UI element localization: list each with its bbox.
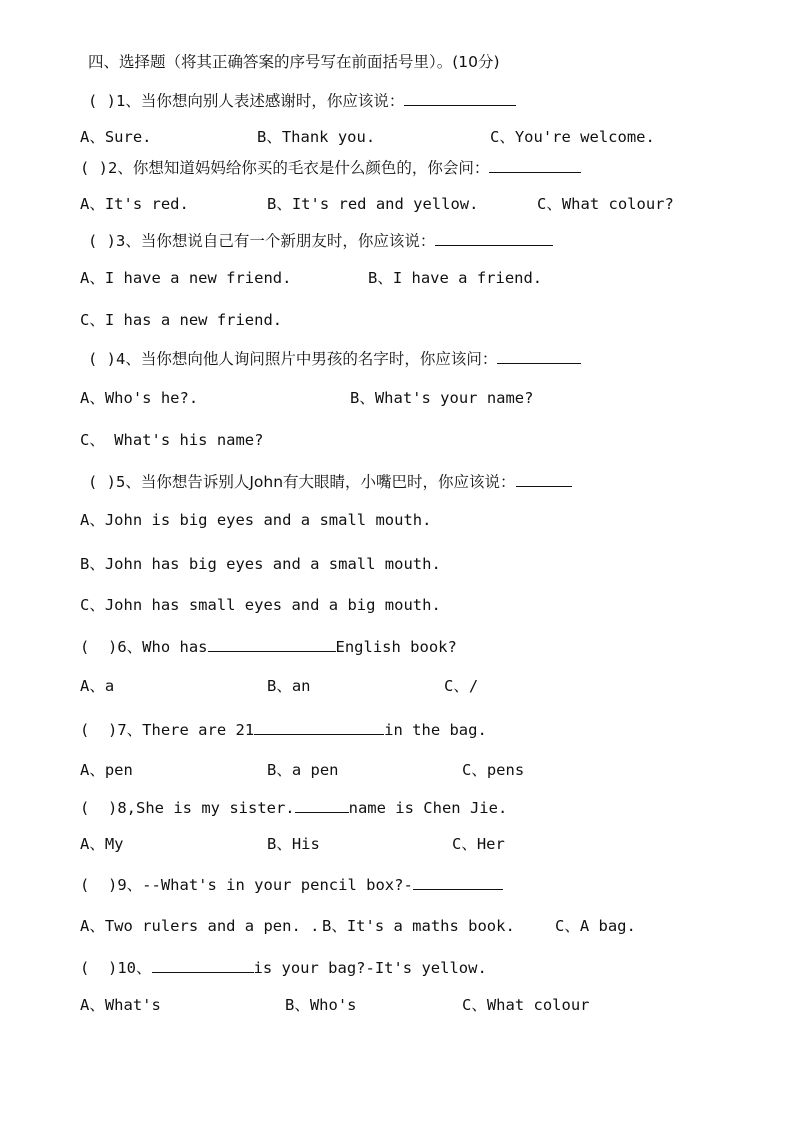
q8-option-c[interactable]: C、Her xyxy=(452,835,505,853)
q10-option-b[interactable]: B、Who's xyxy=(285,996,357,1014)
answer-blank[interactable] xyxy=(152,957,254,973)
answer-blank[interactable] xyxy=(208,636,336,652)
question-5: ( )5、当你想告诉别人John有大眼睛，小嘴巴时，你应该说： xyxy=(88,471,572,492)
question-10: ( )10、 is your bag?-It's yellow. xyxy=(80,959,487,977)
q10-option-c[interactable]: C、What colour xyxy=(462,996,590,1014)
question-3: ( )3、当你想说自己有一个新朋友时，你应该说： xyxy=(88,230,553,251)
q8-option-a[interactable]: A、My xyxy=(80,835,124,853)
q1-option-b[interactable]: B、Thank you. xyxy=(257,128,376,146)
q10-option-a[interactable]: A、What's xyxy=(80,996,161,1014)
q3-option-b[interactable]: B、I have a friend. xyxy=(368,269,543,287)
answer-blank[interactable] xyxy=(516,471,572,487)
q6-option-b[interactable]: B、an xyxy=(267,677,311,695)
q1-option-a[interactable]: A、Sure. xyxy=(80,128,152,146)
q6-option-a[interactable]: A、a xyxy=(80,677,115,695)
question-2: ( )2、你想知道妈妈给你买的毛衣是什么颜色的，你会问： xyxy=(80,157,581,178)
q1-option-c[interactable]: C、You're welcome. xyxy=(490,128,655,146)
answer-blank[interactable] xyxy=(435,230,553,246)
question-1: ( )1、当你想向别人表述感谢时，你应该说： xyxy=(88,90,516,111)
answer-blank[interactable] xyxy=(254,719,384,735)
q5-option-c[interactable]: C、John has small eyes and a big mouth. xyxy=(80,596,441,614)
q2-option-a[interactable]: A、It's red. xyxy=(80,195,189,213)
q9-option-a[interactable]: A、Two rulers and a pen. . xyxy=(80,917,320,935)
q7-option-c[interactable]: C、pens xyxy=(462,761,525,779)
q4-option-a[interactable]: A、Who's he?. xyxy=(80,389,199,407)
section-title: 四、选择题（将其正确答案的序号写在前面括号里）。(10分) xyxy=(88,53,500,71)
q9-option-c[interactable]: C、A bag. xyxy=(555,917,636,935)
q5-option-a[interactable]: A、John is big eyes and a small mouth. xyxy=(80,511,432,529)
answer-blank[interactable] xyxy=(404,90,516,106)
q7-option-b[interactable]: B、a pen xyxy=(267,761,339,779)
q9-option-b[interactable]: B、It's a maths book. xyxy=(322,917,515,935)
q2-option-c[interactable]: C、What colour? xyxy=(537,195,674,213)
question-7: ( )7、There are 21 in the bag. xyxy=(80,721,487,739)
q8-option-b[interactable]: B、His xyxy=(267,835,320,853)
q5-option-b[interactable]: B、John has big eyes and a small mouth. xyxy=(80,555,441,573)
q4-option-c[interactable]: C、 What's his name? xyxy=(80,431,264,449)
question-9: ( )9、--What's in your pencil box?- xyxy=(80,874,503,895)
answer-blank[interactable] xyxy=(497,348,581,364)
q2-option-b[interactable]: B、It's red and yellow. xyxy=(267,195,479,213)
question-6: ( )6、Who has English book? xyxy=(80,638,457,656)
q3-option-a[interactable]: A、I have a new friend. xyxy=(80,269,292,287)
answer-blank[interactable] xyxy=(489,157,581,173)
q7-option-a[interactable]: A、pen xyxy=(80,761,133,779)
answer-blank[interactable] xyxy=(413,874,503,890)
question-4: ( )4、当你想向他人询问照片中男孩的名字时，你应该问： xyxy=(88,348,581,369)
answer-blank[interactable] xyxy=(295,797,349,813)
q6-option-c[interactable]: C、/ xyxy=(444,677,479,695)
q3-option-c[interactable]: C、I has a new friend. xyxy=(80,311,283,329)
question-8: ( )8,She is my sister. name is Chen Jie. xyxy=(80,799,508,817)
q4-option-b[interactable]: B、What's your name? xyxy=(350,389,534,407)
